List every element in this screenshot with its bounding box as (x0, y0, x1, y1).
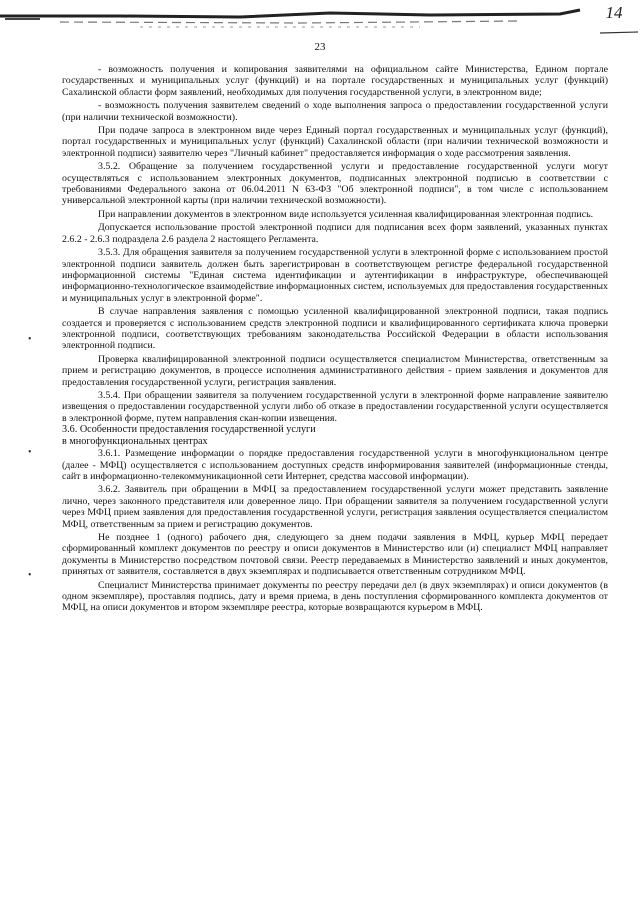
section-heading (62, 424, 608, 448)
paragraph: 3.6.1. Размещение информации о порядке предоставления государственной услуги в многофункциональном центре (далее - МФЦ) осуществляется с использованием доступных средств информирования заявителей (информационные стенды, сайт в информационно-телекоммуникационной сети Интернет, средства массовой информации). (62, 448, 608, 482)
scan-artifact-header (0, 0, 640, 40)
paragraph: 3.5.2. Обращение за получением государственной услуги и предоставление государственной услуги могут осуществляться с использованием электронных документов, подписанных электронной подписью в соответствии с требованиями Федерального закона от 06.04.2011 N 63-ФЗ "Об электронной подписи", в том числе с использованием универсальной электронной карты (при наличии технической возможности). (62, 161, 608, 207)
paragraph: 3.5.3. Для обращения заявителя за получением государственной услуги в электронной форме с использованием простой электронной подписи заявитель должен быть зарегистрирован в соответствующем регистре федеральной государственной информационной системы "Единая система идентификации и аутентификации в инфраструктуре, обеспечивающей информационно-технологическое взаимодействие информационных систем, используемых для предоставления государственных и муниципальных услуг в электронной форме". (62, 247, 608, 304)
paragraph: Проверка квалифицированной электронной подписи осуществляется специалистом Министерства, ответственным за прием и регистрацию документов, в процессе исполнения административного действия - прием заявления и документов для предоставления государственной услуги, регистрация заявления. (62, 353, 608, 388)
paragraph: При направлении документов в электронном виде используется усиленная квалифицированная электронная подпись. (98, 208, 594, 220)
body-text (62, 64, 608, 614)
margin-mark: • (28, 570, 32, 581)
paragraph: 3.6.2. Заявитель при обращении в МФЦ за предоставлением государственной услуги может представить заявление лично, через законного представителя или доверенное лицо. При обращении заявителя за получением государственной услуги через МФЦ прием заявления для предоставления государственной услуги, регистрация заявления осуществляется специалистом МФЦ, ответственным за прием и регистрацию документов. (62, 484, 608, 530)
paragraph: Не позднее 1 (одного) рабочего дня, следующего за днем подачи заявления в МФЦ, курьер МФЦ передает сформированный комплект документов по реестру и описи документов в Министерство или (и) специалист МФЦ направляет документы в Министерство посредством почтовой связи. Реестр передаваемых в Министерство заявлений и иных документов, принятых от заявителя, составляется в двух экземплярах и подписывается ответственным сотрудником МФЦ. (62, 532, 608, 578)
margin-mark: • (28, 447, 32, 458)
paragraph: Допускается использование простой электронной подписи для подписания всех форм заявлений, указанных пунктах 2.6.2 - 2.6.3 подраздела 2.6 раздела 2 настоящего Регламента. (62, 222, 608, 245)
paragraph: При подаче запроса в электронном виде через Единый портал государственных и муниципальных услуг (функций), портал государственных и муниципальных услуг (функций) Сахалинской области (при наличии технической возможности и электронной подписи) заявителю через "Личный кабинет" предоставляется информация о ходе рассмотрения заявления. (62, 125, 608, 159)
section-heading-line: 3.6. Особенности предоставления государственной услуги (62, 424, 316, 436)
paragraph: - возможность получения заявителем сведений о ходе выполнения запроса о предоставлении государственной услуги (при наличии технической возможности). (62, 100, 608, 123)
page-number: 23 (314, 41, 326, 53)
section-heading-line: в многофункциональных центрах (62, 436, 208, 448)
paragraph: - возможность получения и копирования заявителями на официальном сайте Министерства, Едином портале государственных и муниципальных услуг (функций) и на портале государственных и муниципальных услуг (функций) Сахалинской области форм заявлений, необходимых для получения государственной услуги, в электронном виде; (62, 64, 608, 98)
paragraph: 3.5.4. При обращении заявителя за получением государственной услуги в электронной форме направление заявителю извещения о предоставлении государственной услуги либо об отказе в предоставлении государственной услуги осуществляется в электронной форме, путем направления скан-копии извещения. (62, 389, 608, 424)
handwritten-page-number: 14 (605, 3, 623, 22)
margin-mark: • (28, 334, 32, 345)
paragraph: Специалист Министерства принимает документы по реестру передачи дел (в двух экземплярах) и описи документов (в одном экземпляре), проставляя подпись, дату и время приема, в день поступления сформированного комплекта документов от МФЦ, на описи документов и втором экземпляре реестра, которые возвращаются курьером в МФЦ. (62, 579, 608, 614)
paragraph: В случае направления заявления с помощью усиленной квалифицированной электронной подписи, такая подпись создается и проверяется с использованием средств электронной подписи и квалифицированного сертификата ключа проверки электронной подписи, соответствующих требованиям законодательства Российской Федерации в области использования электронной подписи. (62, 306, 608, 352)
